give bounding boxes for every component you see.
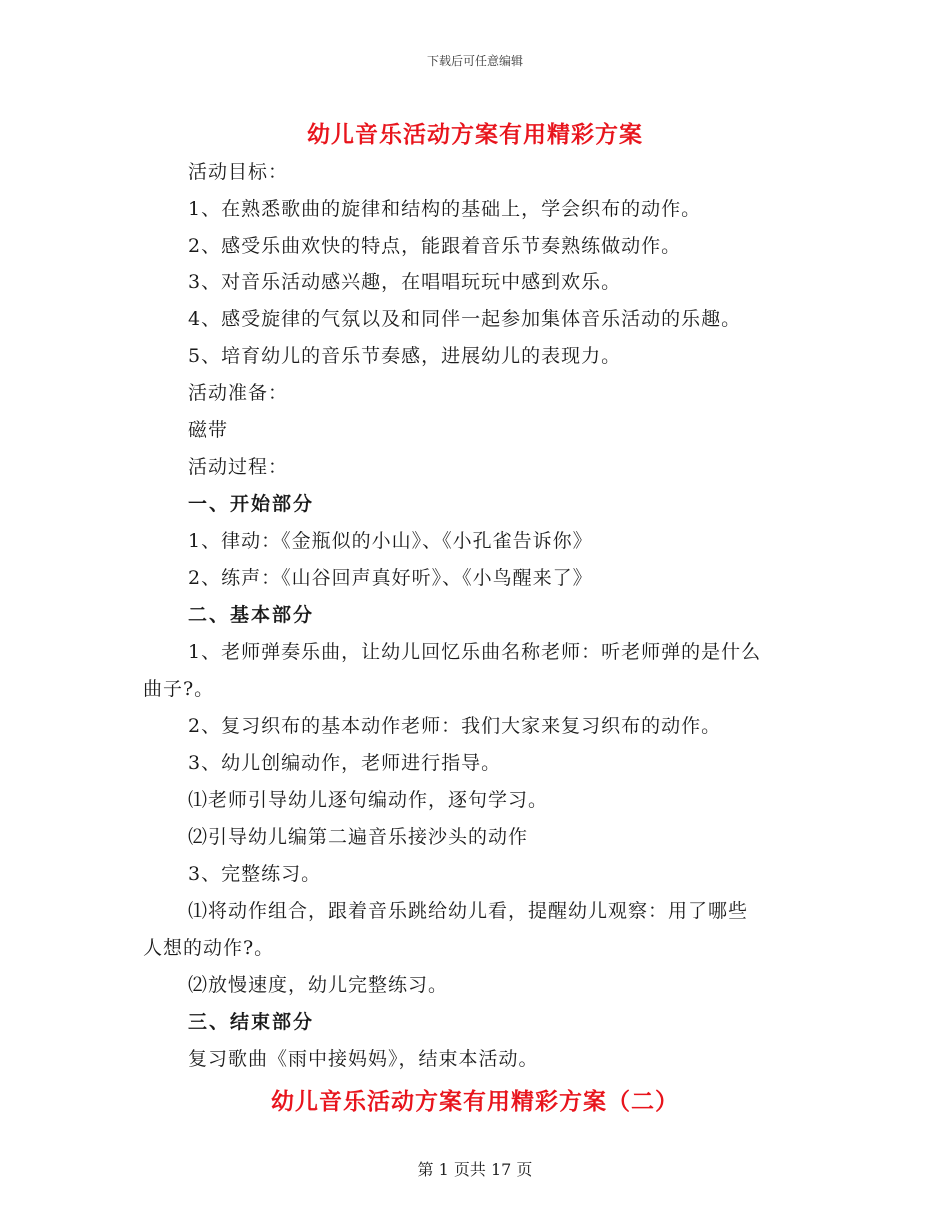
part-heading-basic: 二、基本部分 [188, 604, 315, 626]
process-item: 3、完整练习。 [188, 863, 322, 885]
document-title: 幼儿音乐活动方案有用精彩方案 [307, 122, 643, 148]
goal-item: 5、培育幼儿的音乐节奏感，进展幼儿的表现力。 [188, 345, 622, 367]
goal-item: 3、对音乐活动感兴趣，在唱唱玩玩中感到欢乐。 [188, 271, 622, 293]
section-heading-process: 活动过程： [188, 456, 289, 478]
document-title-second: 幼儿音乐活动方案有用精彩方案（二） [271, 1089, 679, 1115]
process-item: 3、幼儿创编动作，老师进行指导。 [188, 752, 502, 774]
process-item: 复习歌曲《雨中接妈妈》，结束本活动。 [188, 1048, 539, 1070]
process-item: 2、复习织布的基本动作老师：我们大家来复习织布的动作。 [188, 715, 722, 737]
process-subitem: ⑴将动作组合，跟着音乐跳给幼儿看，提醒幼儿观察：用了哪些 [188, 900, 749, 922]
process-subitem-continued: 人想的动作?。 [143, 937, 275, 959]
prep-item: 磁带 [188, 419, 229, 441]
process-item-continued: 曲子?。 [143, 678, 215, 700]
goal-item: 2、感受乐曲欢快的特点，能跟着音乐节奏熟练做动作。 [188, 235, 682, 257]
section-heading-goals: 活动目标： [188, 161, 289, 183]
part-heading-end: 三、结束部分 [188, 1011, 315, 1033]
process-item: 2、练声：《山谷回声真好听》、《小鸟醒来了》 [188, 567, 593, 589]
process-subitem: ⑵引导幼儿编第二遍音乐接沙头的动作 [188, 826, 529, 848]
part-heading-start: 一、开始部分 [188, 493, 315, 515]
process-item: 1、律动：《金瓶似的小山》、《小孔雀告诉你》 [188, 530, 593, 552]
process-item: 1、老师弹奏乐曲，让幼儿回忆乐曲名称老师：听老师弹的是什么 [188, 641, 762, 663]
goal-item: 4、感受旋律的气氛以及和同伴一起参加集体音乐活动的乐趣。 [188, 308, 742, 330]
process-subitem: ⑵放慢速度，幼儿完整练习。 [188, 974, 449, 996]
page-header: 下载后可任意编辑 [426, 54, 523, 68]
section-heading-prep: 活动准备： [188, 382, 289, 404]
process-subitem: ⑴老师引导幼儿逐句编动作，逐句学习。 [188, 789, 549, 811]
page-footer: 第 1 页共 17 页 [417, 1160, 533, 1179]
goal-item: 1、在熟悉歌曲的旋律和结构的基础上，学会织布的动作。 [188, 198, 702, 220]
